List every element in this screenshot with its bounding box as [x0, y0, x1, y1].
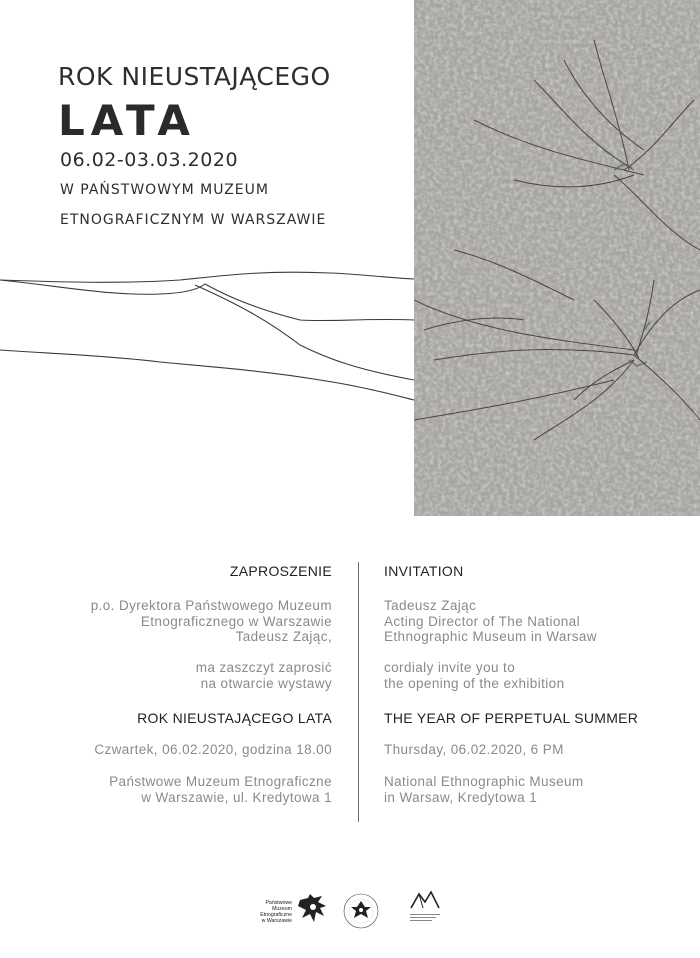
- en-where-line: National Ethnographic Museum: [384, 774, 584, 789]
- gravel-weeds-photo: [414, 0, 700, 516]
- venue-line-2: ETNOGRAFICZNYM W WARSZAWIE: [60, 212, 327, 228]
- en-exhibition-title: THE YEAR OF PERPETUAL SUMMER: [384, 710, 639, 726]
- en-host-line: Acting Director of The National: [384, 613, 580, 629]
- en-where-line: in Warsaw, Kredytowa 1: [384, 789, 538, 805]
- pl-invite-line: na otwarcie wystawy: [200, 675, 332, 691]
- venue-line-1: W PAŃSTWOWYM MUZEUM: [60, 182, 269, 198]
- pl-where-line: w Warszawie, ul. Kredytowa 1: [141, 789, 332, 805]
- pl-invite-line: ma zaszczyt zaprosić: [195, 660, 332, 675]
- column-divider: [358, 562, 359, 822]
- en-when: Thursday, 06.02.2020, 6 PM: [384, 742, 564, 757]
- en-host-block: [384, 598, 597, 645]
- museum-logo-text: Państwowe Muzeum Etnograficzne w Warszawie: [260, 900, 292, 924]
- folk-art-society-logo: [342, 892, 380, 934]
- pl-when: Czwartek, 06.02.2020, godzina 18.00: [94, 742, 332, 757]
- en-invite-line: the opening of the exhibition: [384, 675, 565, 691]
- pl-host-block: [91, 598, 332, 645]
- en-invite-line: cordialy invite you to: [384, 660, 516, 675]
- mountains-logo-fine-print: [410, 912, 440, 923]
- en-invite-block: [384, 660, 564, 691]
- mountains-icon: [410, 890, 440, 910]
- horizon-lines-graphic: [0, 250, 414, 410]
- en-host-line: Ethnographic Museum in Warsaw: [384, 629, 597, 644]
- pl-host-line: Etnograficznego w Warszawie: [140, 613, 332, 629]
- mountains-museum-logo: [410, 890, 440, 914]
- heading-zaproszenie: ZAPROSZENIE: [229, 563, 332, 579]
- exhibition-dates: 06.02-03.03.2020: [60, 149, 239, 171]
- title-top: ROK NIEUSTAJĄCEGO: [58, 62, 331, 91]
- pl-host-line: p.o. Dyrektora Państwowego Muzeum: [90, 598, 332, 613]
- horse-emblem-icon: [296, 892, 330, 926]
- pl-exhibition-title: ROK NIEUSTAJĄCEGO LATA: [137, 710, 332, 726]
- title-main: LATA: [58, 96, 196, 145]
- pl-host-line: Tadeusz Zając,: [235, 629, 332, 644]
- pl-invite-block: [196, 660, 332, 691]
- en-host-line: Tadeusz Zając: [384, 598, 477, 613]
- pl-where-block: [109, 774, 332, 805]
- pl-where-line: Państwowe Muzeum Etnograficzne: [109, 774, 332, 789]
- heading-invitation: INVITATION: [384, 563, 464, 579]
- round-seal-icon: [342, 892, 380, 930]
- en-where-block: [384, 774, 584, 805]
